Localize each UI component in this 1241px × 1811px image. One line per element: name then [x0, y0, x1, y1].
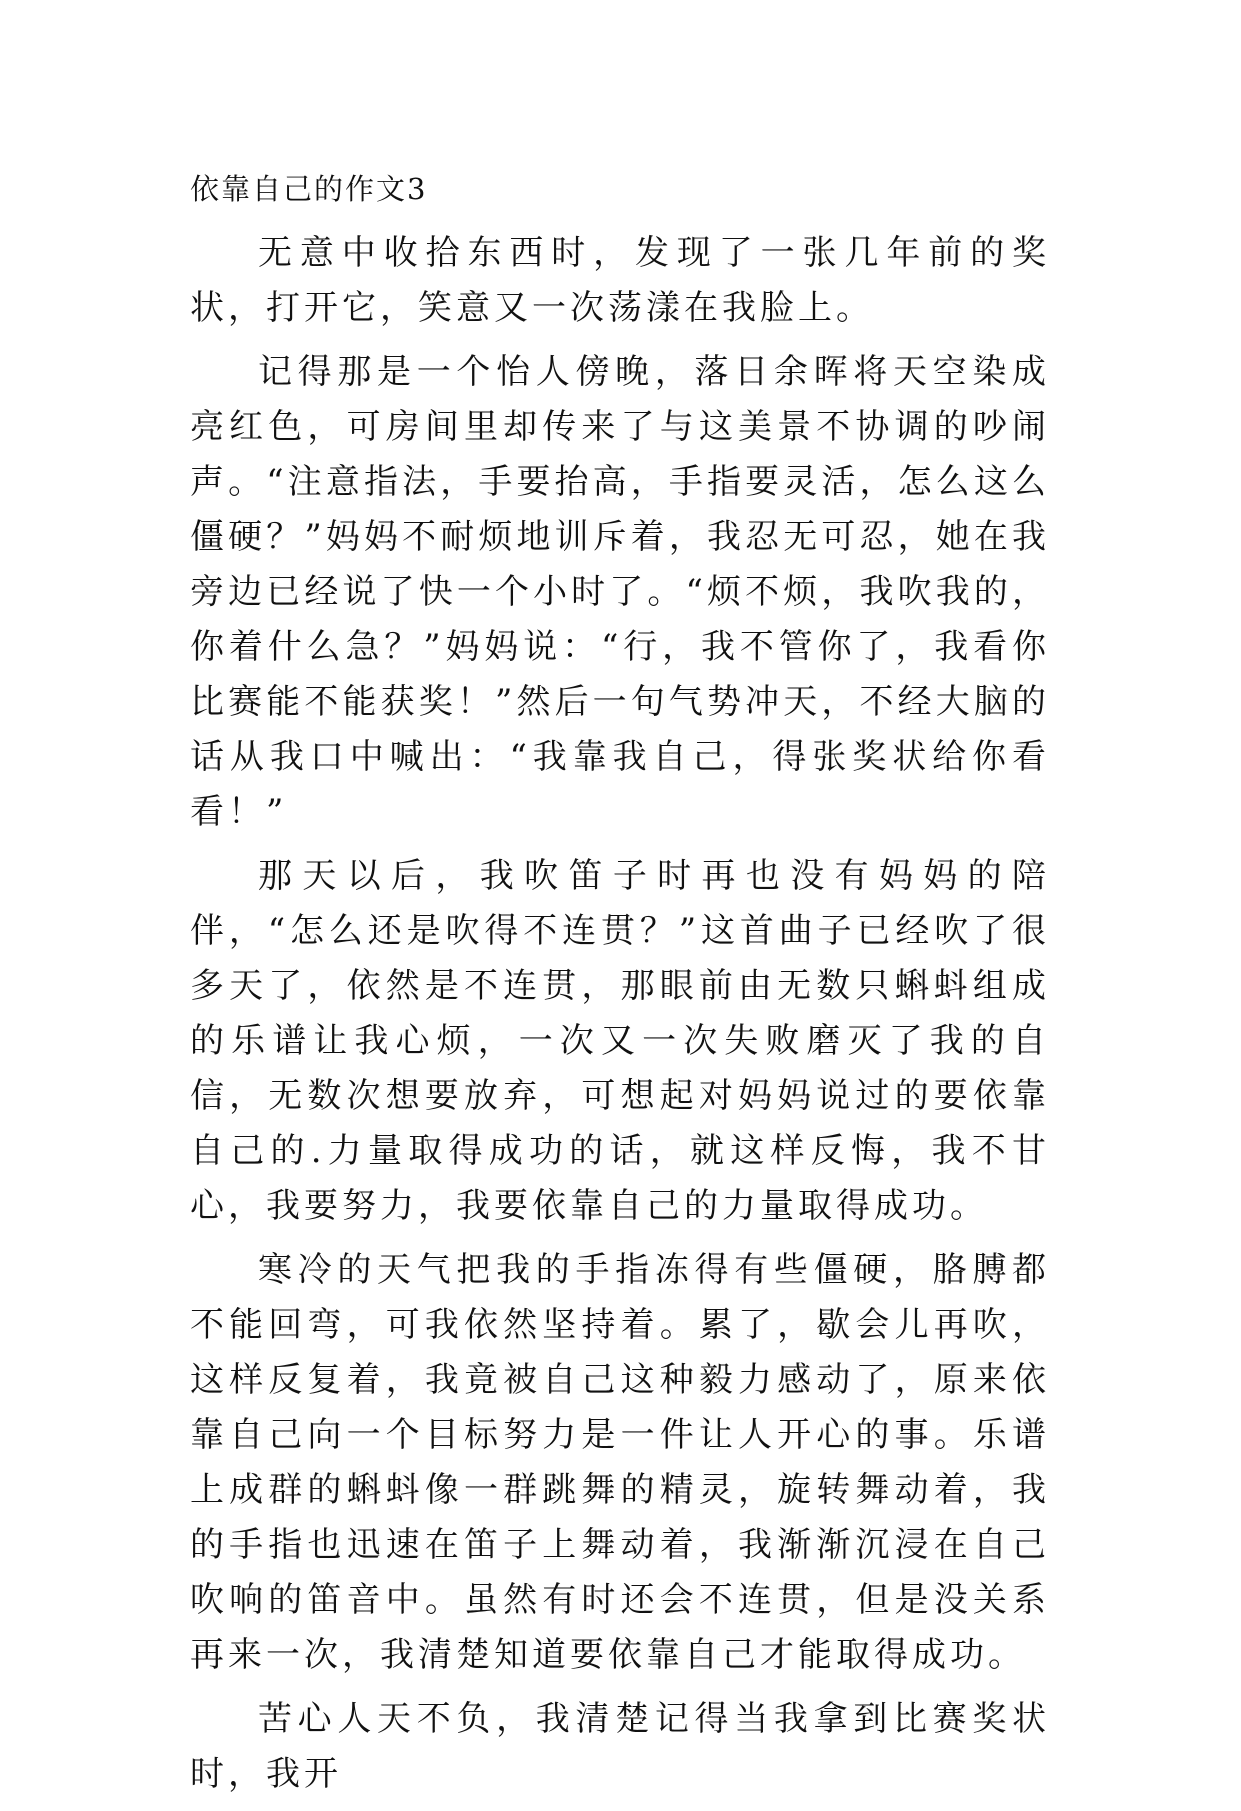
paragraph-3: 那天以后，我吹笛子时再也没有妈妈的陪伴，“怎么还是吹得不连贯？”这首曲子已经吹了很多天了，依然是不连贯，那眼前由无数只蝌蚪组成的乐谱让我心烦，一次又一次失败磨灭了我的自信，无数次想要放弃，可想起对妈妈说过的要依靠自己的.力量取得成功的话，就这样反悔，我不甘心，我要努力，我要依靠自己的力量取得成功。 [190, 856, 1050, 1226]
document-title: 依靠自己的作文3 [190, 172, 428, 206]
paragraph-5: 苦心人天不负，我清楚记得当我拿到比赛奖状时，我开 [190, 1699, 1050, 1794]
paragraph-4: 寒冷的天气把我的手指冻得有些僵硬，胳膊都不能回弯，可我依然坚持着。累了，歇会儿再吹，这样反复着，我竟被自己这种毅力感动了，原来依靠自己向一个目标努力是一件让人开心的事。乐谱上成群的蝌蚪像一群跳舞的精灵，旋转舞动着，我的手指也迅速在笛子上舞动着，我渐渐沉浸在自己吹响的笛音中。虽然有时还会不连贯，但是没关系再来一次，我清楚知道要依靠自己才能取得成功。 [190, 1250, 1050, 1675]
document-body [190, 160, 1050, 1811]
paragraph-1: 无意中收拾东西时，发现了一张几年前的奖状，打开它，笑意又一次荡漾在我脸上。 [190, 233, 1050, 328]
paragraph-2: 记得那是一个怡人傍晚，落日余晖将天空染成亮红色，可房间里却传来了与这美景不协调的吵闹声。“注意指法，手要抬高，手指要灵活，怎么这么僵硬？”妈妈不耐烦地训斥着，我忍无可忍，她在我旁边已经说了快一个小时了。“烦不烦，我吹我的，你着什么急？”妈妈说：“行，我不管你了，我看你比赛能不能获奖！”然后一句气势冲天，不经大脑的话从我口中喊出：“我靠我自己，得张奖状给你看看！” [190, 352, 1050, 832]
